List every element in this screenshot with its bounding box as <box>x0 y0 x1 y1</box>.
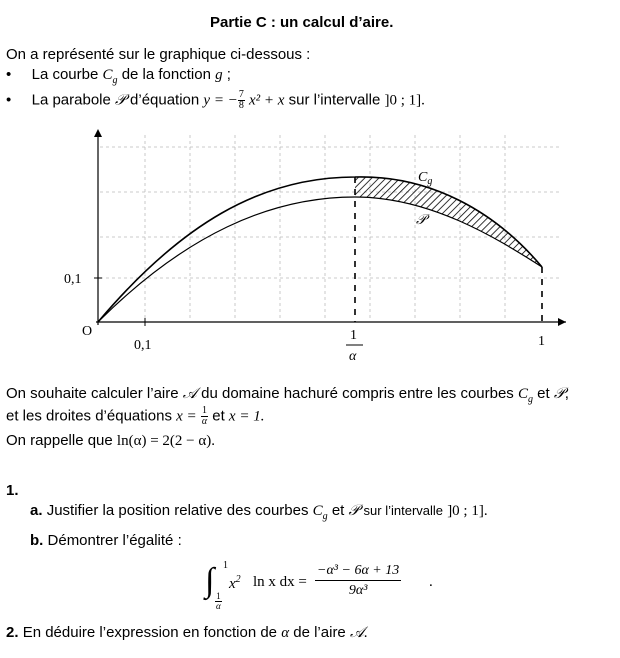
q1-number: 1. <box>6 482 19 499</box>
integrand: $x^2$ <box>229 574 241 592</box>
para-2b: et <box>212 407 225 425</box>
q2-end: de l’aire <box>293 624 346 641</box>
q1a-interval: ]0 ; 1]. <box>447 503 488 519</box>
q1b-text: Démontrer l’égalité : <box>47 532 182 549</box>
p-symbol: 𝒫 <box>115 92 126 109</box>
intro-text: On a représenté sur le graphique ci-dessous : <box>6 46 311 63</box>
q1a-label: a. <box>30 502 43 519</box>
formula-dot: . <box>429 574 433 590</box>
q1b-label: b. <box>30 532 44 549</box>
area-symbol: 𝒜 <box>182 386 197 402</box>
bullet-2-mid: d’équation <box>130 91 200 109</box>
bullet-dot: • <box>6 91 12 109</box>
cg-symbol: $C_g$ <box>102 67 118 86</box>
q1a-mid: et <box>331 502 345 519</box>
para-1c: et <box>537 385 550 402</box>
q1a-end: sur l’intervalle <box>363 503 444 518</box>
cg-symbol: $C_g$ <box>517 386 533 405</box>
q1a <box>30 502 488 522</box>
bullet-2-end: sur l’intervalle <box>288 91 381 109</box>
x-eq: x = <box>176 408 197 425</box>
x-frac: $\frac{1}{\alpha}$ <box>201 405 208 427</box>
para-1: On souhaite calculer l’aire 𝒜 du domaine hachuré compris entre les courbes $C_g$ et 𝒫, <box>6 385 569 405</box>
q1b <box>30 532 182 549</box>
para-3a: On rappelle que <box>6 432 113 449</box>
p-symbol: 𝒫 <box>553 386 565 402</box>
label-y-01: 0,1 <box>64 272 82 287</box>
interval: ]0 ; 1]. <box>384 92 425 109</box>
q2-text: En déduire l’expression en fonction de <box>22 624 278 641</box>
q2 <box>6 624 368 642</box>
q2-number: 2. <box>6 624 19 641</box>
para-2a: et les droites d’équations <box>6 407 172 425</box>
label-p: 𝒫 <box>416 213 427 228</box>
ln-dx: ln x dx = <box>253 574 307 590</box>
para-2 <box>6 406 264 427</box>
label-cg: $C_g$ <box>418 170 433 187</box>
para-2c: x = 1. <box>228 408 265 425</box>
equation-frac: $\frac{7}{8}$ <box>238 89 244 111</box>
graph <box>0 125 620 375</box>
integral-sign: ∫ <box>205 562 215 599</box>
para-1b: du domaine hachuré compris entre les courbes <box>201 385 514 402</box>
p-symbol: 𝒫 <box>348 503 360 519</box>
para-3 <box>6 432 215 450</box>
integral-upper: 1 <box>223 560 228 571</box>
integral-lower: $\frac{1}{\alpha}$ <box>216 591 221 611</box>
label-alpha-den: α <box>349 349 357 364</box>
bullet-2-prefix: La parabole <box>31 91 111 109</box>
rhs-fraction: $\frac{\text{−α³ − 6α + 13}}{\text{9α³}}$ <box>317 563 400 598</box>
label-origin: O <box>82 324 93 339</box>
hatched-area <box>355 177 542 267</box>
equation-y: y = − <box>203 92 238 109</box>
alpha-symbol: α <box>281 625 290 641</box>
cg-symbol: $C_g$ <box>312 503 328 522</box>
bullet-1-prefix: La courbe <box>31 66 99 83</box>
para-3b: ln(α) = 2(2 − α). <box>116 433 215 449</box>
equation-rest: x² + x <box>249 92 285 109</box>
q1a-text: Justifier la position relative des courbes <box>46 502 309 519</box>
label-alpha-num: 1 <box>350 328 357 343</box>
bullet-1 <box>6 66 231 86</box>
para-1a: On souhaite calculer l’aire <box>6 385 179 402</box>
page-title: Partie C : un calcul d’aire. <box>210 14 394 31</box>
g-symbol: g <box>215 67 223 83</box>
bullet-2 <box>6 90 425 111</box>
bullet-dot: • <box>6 66 12 83</box>
area-symbol: 𝒜. <box>349 625 368 641</box>
bullet-1-suffix: de la fonction <box>121 66 211 83</box>
bullet-1-end: ; <box>226 66 231 83</box>
label-x-01: 0,1 <box>134 338 152 353</box>
label-one: 1 <box>538 334 545 349</box>
